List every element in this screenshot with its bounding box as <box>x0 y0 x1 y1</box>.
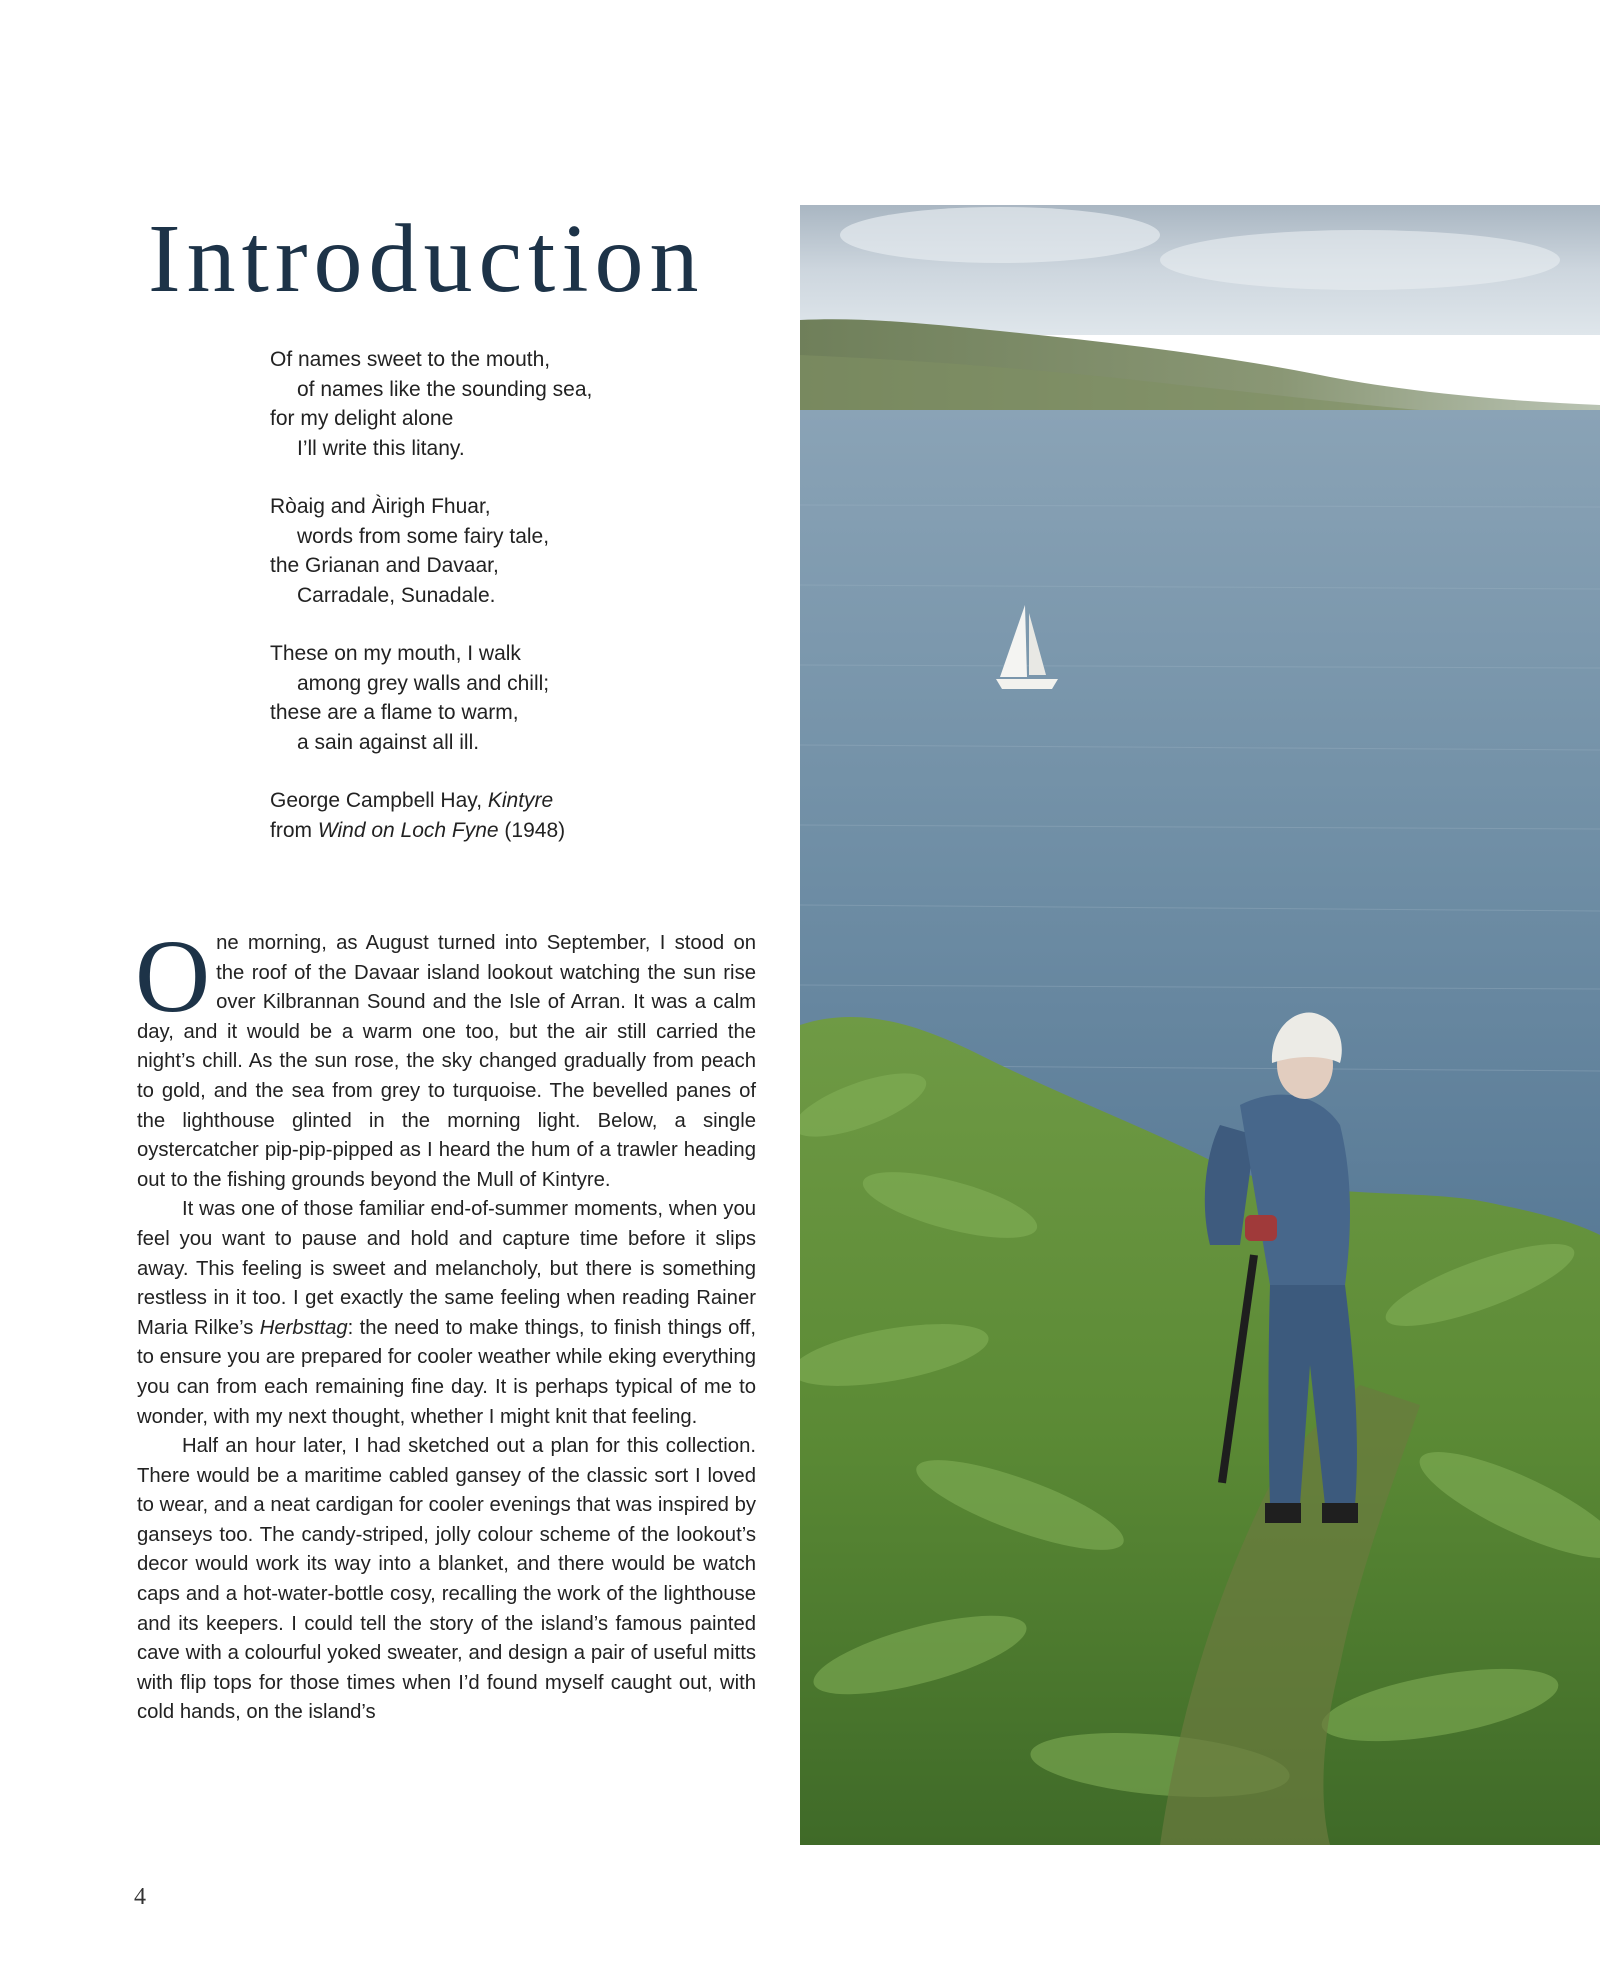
italic-title: Herbsttag <box>259 1316 348 1339</box>
paragraph <box>137 1432 756 1728</box>
poem-title: Kintyre <box>487 789 554 812</box>
drop-cap: O <box>135 919 211 1034</box>
poem-line: Ròaig and Àirigh Fhuar, <box>270 495 491 518</box>
cloud <box>1160 230 1560 290</box>
poem-line: Of names sweet to the mouth, <box>270 348 551 371</box>
poem-author: George Campbell Hay, <box>270 789 488 812</box>
poem-line: the Grianan and Davaar, <box>270 554 499 577</box>
source-year: (1948) <box>498 818 566 842</box>
poem-line: These on my mouth, I walk <box>270 642 521 665</box>
epigraph-poem <box>270 345 710 845</box>
poem-line: words from some fairy tale, <box>297 524 550 548</box>
paragraph-text: : the need to make things, to finish things off, to ensure you are prepared for cooler weather while eking everything you can from each remaining fine day. It is perhaps typical of me to wonder, with my next thought, whether I might knit that feeling. <box>137 1316 757 1428</box>
paragraph <box>137 1195 756 1432</box>
attribution-line <box>270 816 710 846</box>
poem-line: a sain against all ill. <box>297 730 480 754</box>
poem-stanza <box>270 345 710 463</box>
paragraph <box>135 919 756 1195</box>
poem-stanza <box>270 492 710 610</box>
source-book-title: Wind on Loch Fyne <box>317 818 499 842</box>
poem-attribution <box>270 786 710 845</box>
poem-line: of names like the sounding sea, <box>297 377 593 401</box>
photo-illustration <box>800 205 1600 1845</box>
source-prefix: from <box>270 818 318 842</box>
coastal-photo <box>800 205 1600 1845</box>
cloud <box>840 207 1160 263</box>
body-text <box>135 919 757 1728</box>
poem-line: Carradale, Sunadale. <box>297 583 496 607</box>
paragraph-text: It was one of those familiar end-of-summer moments, when you feel you want to pause and hold and capture time before it slips away. This feeling is sweet and melancholy, but there is something restless in it too. I get exactly the same feeling when reading Rainer Maria Rilke’s <box>137 1198 756 1339</box>
poem-line: these are a flame to warm, <box>270 701 519 724</box>
poem-stanza <box>270 639 710 757</box>
poem-line: I’ll write this litany. <box>297 436 465 460</box>
page-number: 4 <box>134 1884 146 1910</box>
page-title: Introduction <box>148 205 705 313</box>
poem-line: for my delight alone <box>270 407 454 430</box>
poem-line: among grey walls and chill; <box>297 671 550 695</box>
attribution-line <box>270 786 710 816</box>
paragraph-text: ne morning, as August turned into September, I stood on the roof of the Davaar island lookout watching the sun rise over Kilbrannan Sound and the Isle of Arran. It was a calm day, and it would be a warm one too, but the air still carried the night’s chill. As the sun rose, the sky changed gradually from peach to gold, and the sea from grey to turquoise. The bevelled panes of the lighthouse glinted in the morning light. Below, a single oystercatcher pip-pip-pipped as I heard the hum of a trawler heading out to the fishing grounds beyond the Mull of Kintyre. <box>137 932 756 1191</box>
paragraph-text: Half an hour later, I had sketched out a plan for this collection. There would be a maritime cabled gansey of the classic sort I loved to wear, and a neat cardigan for cooler evenings that was inspired by ganseys too. The candy-striped, jolly colour scheme of the lookout’s decor would work its way into a blanket, and there would be watch caps and a hot-water-bottle cosy, recalling the work of the lighthouse and its keepers. I could tell the story of the island’s famous painted cave with a colourful yoked sweater, and design a pair of useful mitts with flip tops for those times when I’d found myself caught out, with cold hands, on the island’s <box>137 1435 756 1724</box>
